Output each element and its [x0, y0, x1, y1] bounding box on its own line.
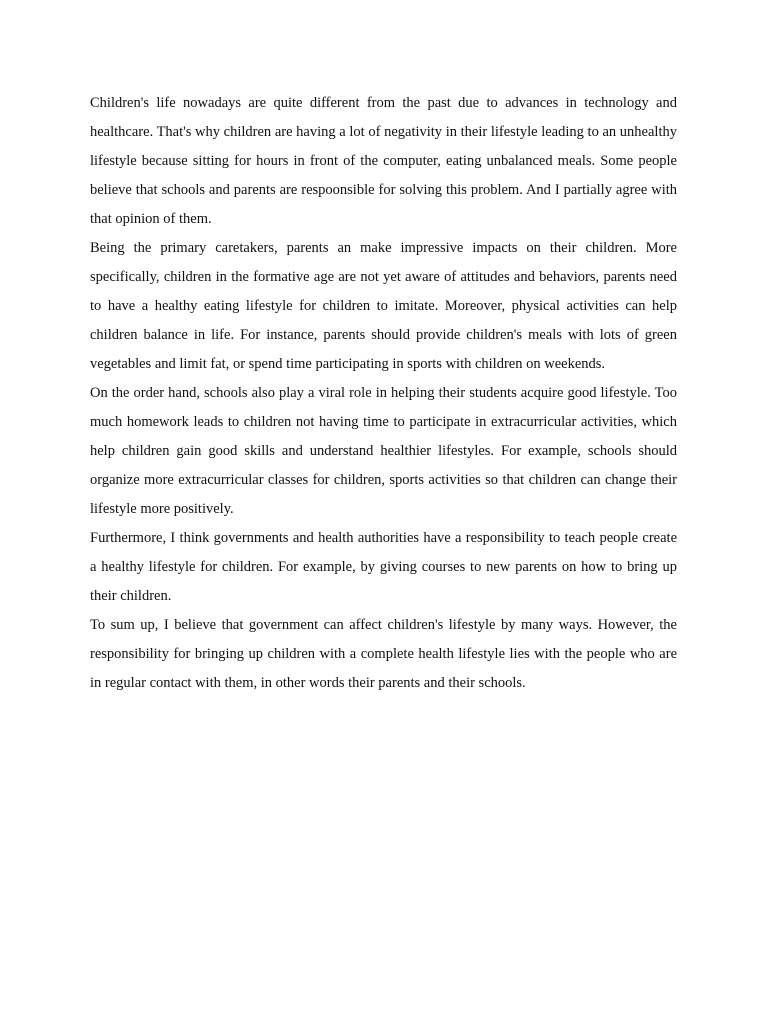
- paragraph-conclusion: To sum up, I believe that government can affect children's lifestyle by many ways. However, the responsibility for bringing up children with a complete health lifestyle lies with the people who are in regular contact with them, in other words their parents and their schools.: [90, 617, 677, 691]
- paragraph-schools: On the order hand, schools also play a viral role in helping their students acquire good lifestyle. Too much homework leads to children not having time to participate in extracurricular activities, which help children gain good skills and understand healthier lifestyles. For example, schools should organize more extracurricular classes for children, sports activities so that children can change their lifestyle more positively.: [90, 385, 677, 517]
- essay-body: [90, 89, 677, 698]
- paragraph-governments: Furthermore, I think governments and health authorities have a responsibility to teach people create a healthy lifestyle for children. For example, by giving courses to new parents on how to bring up their children.: [90, 530, 677, 604]
- paragraph-introduction: Children's life nowadays are quite different from the past due to advances in technology and healthcare. That's why children are having a lot of negativity in their lifestyle leading to an unhealthy lifestyle because sitting for hours in front of the computer, eating unbalanced meals. Some people believe that schools and parents are respoonsible for solving this problem. And I partially agree with that opinion of them.: [90, 95, 677, 227]
- paragraph-parents: Being the primary caretakers, parents an make impressive impacts on their children. More specifically, children in the formative age are not yet aware of attitudes and behaviors, parents need to have a healthy eating lifestyle for children to imitate. Moreover, physical activities can help children balance in life. For instance, parents should provide children's meals with lots of green vegetables and limit fat, or spend time participating in sports with children on weekends.: [90, 240, 677, 372]
